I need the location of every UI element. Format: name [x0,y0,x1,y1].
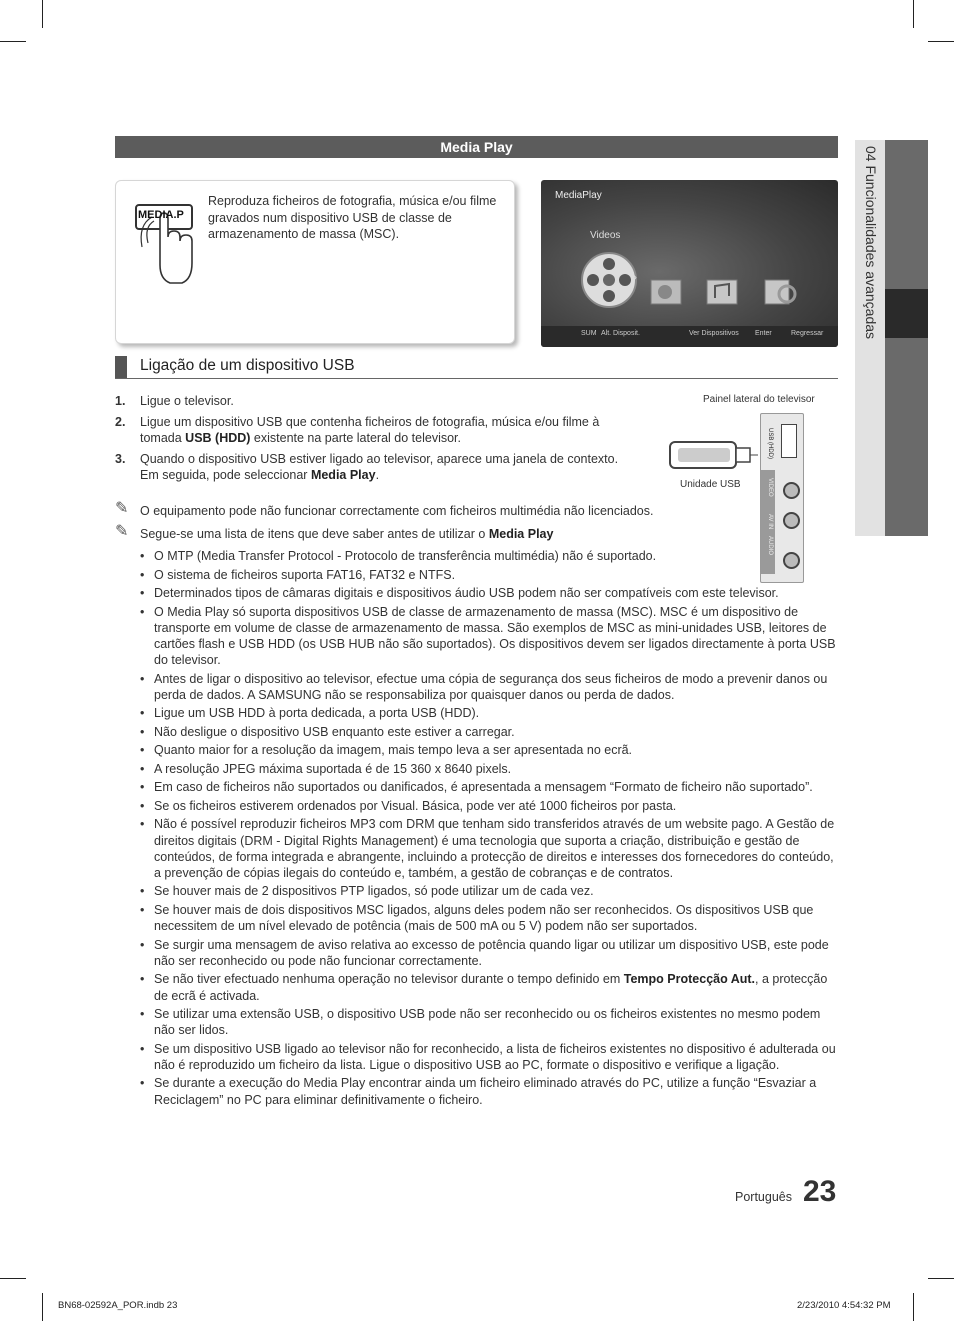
bullet-dot: • [140,780,145,795]
bullet-dot: • [140,549,145,563]
bullet-dot: • [140,706,145,721]
bullet-dot: • [140,586,145,600]
film-reel-icon [579,250,639,310]
bullet-item: • O MTP (Media Transfer Protocol - Protocolo de transferência multimédia) não é suportado. [140,549,657,563]
video-port-icon [783,482,800,499]
intro-text: Reproduza ficheiros de fotografia, música e/ou filme gravados num dispositivo USB de classe de armazenamento de massa (MSC). [208,194,497,241]
bullet-dot: • [140,937,145,952]
tv-selected-item: Videos [590,230,621,241]
section-title: Media Play [115,136,838,158]
page-number: 23 [803,1175,837,1208]
tv-help-bar [541,326,838,347]
step-item: 3. Quando o dispositivo USB estiver ligado ao televisor, aparece uma janela de contexto. Em seguida, pode seleccionar Media Play. [115,451,619,482]
bullet-item: • Se durante a execução do Media Play encontrar ainda um ficheiro eliminado através do PC, utilize a função “Esvaziar a Reciclagem” no PC para eliminar definitivamente o ficheiro. [140,1076,817,1107]
media-p-button-label: MEDIA.P [138,209,184,221]
chapter-tabs [885,140,928,536]
bullet-dot: • [140,724,145,739]
bullet-dot: • [140,604,145,619]
bullet-item: • A resolução JPEG máxima suportada é de 15 360 x 8640 pixels. [140,761,512,776]
bullet-dot: • [140,761,145,776]
bullet-dot: • [140,1041,145,1056]
footer-language: Português [735,1190,792,1204]
bullet-item: • Se não tiver efectuado nenhuma operação no televisor durante o tempo definido em Tempo Protecção Aut., a protecção de ecrã é activada. [140,972,828,1003]
port-audio-label: AUDIO [767,536,773,556]
bullet-item: • Em caso de ficheiros não suportados ou danificados, é apresentada a mensagem “Formato de ficheiro não suportado”. [140,780,813,795]
notes-list [115,498,840,548]
settings-gear-icon [763,276,799,308]
bullet-item: • Ligue um USB HDD à porta dedicada, a porta USB (HDD). [140,706,480,721]
bullet-dot: • [140,902,145,917]
note-item: ✎ Segue-se uma lista de itens que deve saber antes de utilizar o Media Play [115,520,554,541]
bullet-item: • Não desligue o dispositivo USB enquanto este estiver a carregar. [140,724,515,739]
bullet-item: • Antes de ligar o dispositivo ao televisor, efectue uma cópia de segurança dos seus ficheiros de modo a prevenir danos ou perda de dados. A SAMSUNG não se responsabiliza por quaisquer danos ou perda de dados. [140,671,828,702]
usb-drive-icon [668,440,760,470]
bullet-dot: • [140,567,145,582]
tv-mediaplay-screen [541,180,838,347]
tv-sum-label: SUM [581,330,597,337]
chapter-title: 04 Funcionalidades avançadas [863,146,879,340]
usb-drive-label: Unidade USB [680,479,741,490]
chapter-tab-active [885,289,928,338]
bullet-dot: • [140,1007,145,1022]
chevron-right-icon: › [633,270,637,284]
bullet-list [140,548,840,1110]
subsection-heading [115,356,838,379]
footer-date: 2/23/2010 4:54:32 PM [797,1300,891,1311]
port-usb-label: USB (HDD) [767,428,773,459]
bullet-item: • Se utilizar uma extensão USB, o dispositivo USB pode não ser reconhecido ou os ficheiros existentes no mesmo podem não ser lidos. [140,1007,821,1038]
tv-enter: Enter [755,330,772,337]
note-item: ✎ O equipamento pode não funcionar correctamente com ficheiros multimédia não licenciados. [115,498,654,518]
footer-file: BN68-02592A_POR.indb 23 [58,1300,178,1311]
bullet-dot: • [140,817,145,832]
heading-marker [115,356,127,378]
usb-port [781,424,797,458]
bullet-dot: • [140,884,145,899]
tv-change-device: Alt. Disposit. [601,330,640,337]
bullet-item: • Se um dispositivo USB ligado ao televisor não for reconhecido, a lista de ficheiros existentes no dispositivo é adulterada ou não é reproduzido um ficheiro da lista. Ligue o dispositivo USB ao PC, formate o dispositivo e verifique a ligação. [140,1041,836,1072]
bullet-item: • Se surgir uma mensagem de aviso relativa ao excesso de potência quando ligar ou utilizar um dispositivo USB, este pode não ser reconhecido ou pode não funcionar correctamente. [140,937,829,968]
photo-icon [649,276,685,308]
step-item: 1. Ligue o televisor. [115,394,234,408]
bullet-dot: • [140,972,145,987]
port-video-label: VIDEO [767,478,773,497]
pencil-note-icon: ✎ [115,520,129,540]
steps-list [115,393,625,488]
bullet-item: • O sistema de ficheiros suporta FAT16, FAT32 e NTFS. [140,567,456,582]
bullet-dot: • [140,798,145,813]
music-icon [705,276,741,308]
panel-label: Painel lateral do televisor [703,394,815,405]
tv-return: Regressar [791,330,824,337]
bullet-dot: • [140,1076,145,1091]
bullet-item: • O Media Play só suporta dispositivos USB de classe de armazenamento de massa (MSC). MSC é um dispositivo de transporte em volume de classe de armazenamento de massa. São exemplos de MSC as mini-unidades USB, leitores de cartões flash e USB HDD (os USB HUB não são suportados). Os dispositivos devem ser ligados directamente à porta USB do televisor. [140,604,836,668]
pencil-note-icon: ✎ [115,498,129,517]
bullet-item: • Se os ficheiros estiverem ordenados por Visual. Básica, pode ver até 1000 ficheiros por pasta. [140,798,677,813]
bullet-item: • Determinados tipos de câmaras digitais e dispositivos áudio USB podem não ser compatíveis com este televisor. [140,586,779,600]
bullet-item: • Não é possível reproduzir ficheiros MP3 com DRM que tenham sido transferidos através de um website pago. A Gestão de direitos digitais (DRM - Digital Rights Management) é uma tecnologia que suporta a criação, distribuição e gestão de conteúdos, de forma integrada e abrangente, incluindo a protecção de direitos e interesses dos fornecedores do conteúdo, a prevenção de cópias ilegais do conteúdo e, também, a gestão de cobranças e de contratos. [140,817,835,880]
tv-title: MediaPlay [555,190,602,201]
bullet-item: • Se houver mais de dois dispositivos MSC ligados, alguns deles podem não ser reconhecidos. Os dispositivos USB que necessitem de um nível elevado de potência (mais de 500 mA ou 5 V) podem não ser suportados. [140,902,814,934]
subsection-title: Ligação de um dispositivo USB [140,357,355,374]
chapter-side-label [855,140,885,536]
bullet-item: • Quanto maior for a resolução da imagem, mais tempo leva a ser apresentada no ecrã. [140,743,633,758]
tv-view-devices: Ver Dispositivos [689,330,739,337]
bullet-item: • Se houver mais de 2 dispositivos PTP ligados, só pode utilizar um de cada vez. [140,884,594,899]
port-av-in-label: AV IN [767,514,773,530]
step-item: 2. Ligue um dispositivo USB que contenha ficheiros de fotografia, música e/ou filme à tomada USB (HDD) existente na parte lateral do televisor. [115,414,600,445]
bullet-dot: • [140,671,145,686]
bullet-dot: • [140,743,145,758]
